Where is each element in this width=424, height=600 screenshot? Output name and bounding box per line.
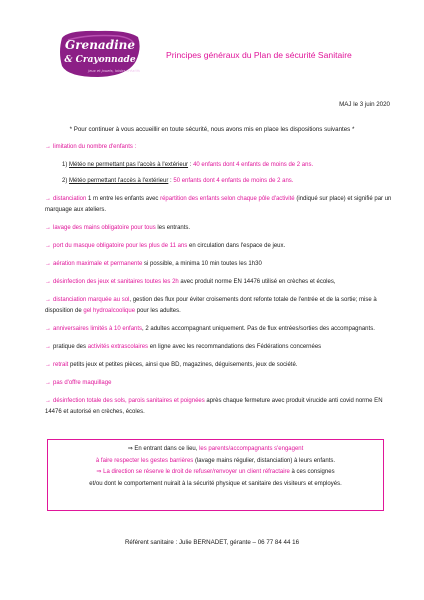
intro-text: * Pour continuer à vous accueillir en toute sécurité, nous avons mis en place les dispositions suivantes * (69, 126, 355, 133)
list-item: → aération maximale et permanente si possible, a minima 10 min toutes les 1h30 (45, 261, 262, 267)
double-arrow-icon: ⇒ (127, 446, 133, 452)
list-item: → retrait petits jeux et petites pièces, ainsi que BD, magazines, déguisements, jeux de société. (45, 362, 298, 368)
list-item: → pratique des activités extrascolaires en ligne avec les recommandations des Fédérations concernées (45, 344, 322, 350)
measures-list (45, 142, 397, 425)
arrow-icon: → (45, 398, 51, 404)
commitment-box (47, 439, 384, 511)
commitment-line: et/ou dont le comportement nuirait à la sécurité physique et sanitaire des visiteurs et employés. (89, 480, 342, 487)
commitment-line: à faire respecter les gestes barrières (lavage mains régulier, distanciation) à leurs enfants. (95, 457, 336, 464)
arrow-icon: → (45, 326, 51, 332)
list-item: → désinfection totale des sols, parois sanitaires et poignées après chaque fermeture avec produit virucide anti covid norme EN 14476 et autorisé en crèches, écoles. (45, 398, 383, 415)
arrow-icon: → (45, 196, 51, 202)
list-item: → désinfection des jeux et sanitaires toutes les 2h avec produit norme EN 14476 utilisé en crèches et écoles, (45, 279, 336, 285)
list-item: → pas d'offre maquillage (45, 380, 112, 386)
commitment-line: ⇒ La direction se réserve le droit de refuser/renvoyer un client réfractaire à ces consignes (96, 469, 335, 476)
arrow-icon: → (45, 279, 51, 285)
arrow-icon: → (45, 243, 51, 249)
arrow-icon: → (45, 344, 51, 350)
list-item: → anniversaires limités à 10 enfants, 2 adultes accompagnant uniquement. Pas de flux entrées/sorties des accompagnants. (45, 326, 375, 332)
svg-text:jeux et jouets, loisirs créati: jeux et jouets, loisirs créatifs (88, 69, 140, 73)
svg-text:& Crayonnade: & Crayonnade (64, 55, 136, 65)
update-date: MAJ le 3 juin 2020 (339, 101, 390, 108)
sanitary-referent: Référent sanitaire : Julie BERNADET, gérante – 06 77 84 44 16 (124, 539, 300, 546)
arrow-icon: → (45, 297, 51, 303)
list-item: → limitation du nombre d'enfants : (45, 144, 137, 150)
arrow-icon: → (45, 144, 51, 150)
list-item: 2) Météo permettant l'accès à l'extérieur : 50 enfants dont 4 enfants de moins de 2 ans. (62, 178, 294, 184)
list-item: → port du masque obligatoire pour les plus de 11 ans en circulation dans l'espace de jeux. (45, 243, 286, 249)
commitment-line: ⇒ En entrant dans ce lieu, les parents/accompagnants s'engagent (127, 446, 304, 452)
double-arrow-icon: ⇒ (96, 469, 102, 476)
page-title: Principes généraux du Plan de sécurité Sanitaire (166, 50, 352, 60)
arrow-icon: → (45, 225, 51, 231)
list-item: 1) Météo ne permettant pas l'accès à l'extérieur : 40 enfants dont 4 enfants de moins de 2 ans. (62, 162, 314, 168)
list-item: → distanciation marquée au sol, gestion des flux pour éviter croisements dont refonte totale de l'entrée et de la sortie; mise à disposition de gel hydroalcoolique pour les adultes. (45, 297, 377, 314)
grenadine-crayonnade-logo (58, 28, 142, 80)
arrow-icon: → (45, 261, 51, 267)
arrow-icon: → (45, 380, 51, 386)
list-item: → distanciation 1 m entre les enfants avec répartition des enfants selon chaque pôle d'activité (indiqué sur place) et signifié par un marquage aux ateliers. (45, 196, 392, 213)
svg-text:Grenadine: Grenadine (64, 38, 136, 52)
arrow-icon: → (45, 362, 51, 368)
list-item: → lavage des mains obligatoire pour tous les entrants. (45, 225, 191, 231)
